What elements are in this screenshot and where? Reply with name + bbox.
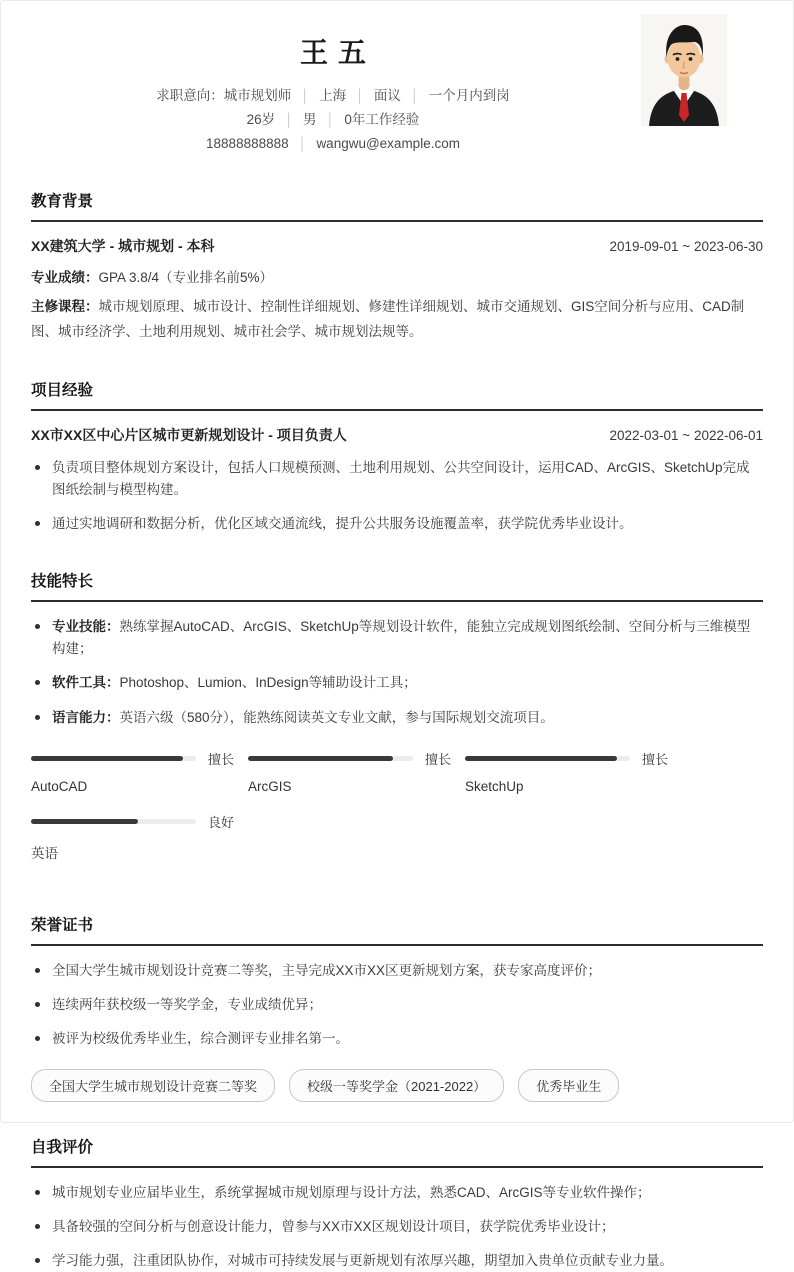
honor-tag: 校级一等奖学金（2021-2022） <box>289 1069 504 1102</box>
skill-bar-track <box>248 756 413 761</box>
courses-line <box>31 295 763 345</box>
contact-line <box>31 132 635 156</box>
skill-name: 英语 <box>31 845 58 861</box>
job-intent-line <box>31 84 635 108</box>
courses-value: 城市规划原理、城市设计、控制性详细规划、修建性详细规划、城市交通规划、GIS空间分析与应用、CAD制图、城市经济学、土地利用规划、城市社会学、城市规划法规等。 <box>31 298 745 339</box>
intent-city: 上海 <box>319 88 347 103</box>
list-item <box>31 672 763 694</box>
skill-bar-track <box>31 756 196 761</box>
separator: │ <box>285 113 293 127</box>
bullet-dot <box>35 1224 40 1229</box>
intent-position: 城市规划师 <box>223 88 292 103</box>
bullet-dot <box>35 1190 40 1195</box>
basic-info-line <box>31 108 635 132</box>
list-item <box>31 707 763 729</box>
list-item <box>31 1250 763 1272</box>
info-gender: 男 <box>303 112 317 127</box>
education-entry-head <box>31 236 763 256</box>
email-address: wangwu@example.com <box>316 136 460 151</box>
skill-level-label: 擅长 <box>208 751 235 767</box>
list-item <box>31 513 763 535</box>
list-item <box>31 994 763 1016</box>
skill-bar-fill <box>31 819 138 824</box>
section-title-education: 教育背景 <box>31 189 763 222</box>
skill-bar-fill <box>248 756 393 761</box>
gpa-label: 专业成绩： <box>31 270 99 285</box>
honor-bullet: 连续两年获校级一等奖学金，专业成绩优异； <box>52 997 322 1013</box>
skill-bar-english <box>31 812 248 862</box>
bullet-dot <box>35 715 40 720</box>
intent-availability: 一个月内到岗 <box>428 88 510 103</box>
section-honors <box>31 913 763 1102</box>
skill-name: AutoCAD <box>31 778 88 794</box>
skill-bar-fill <box>31 756 183 761</box>
project-bullet: 负责项目整体规划方案设计，包括人口规模预测、土地利用规划、公共空间设计，运用CAD、ArcGIS、SketchUp完成图纸绘制与模型构建。 <box>52 459 750 498</box>
self-eval-bullet: 学习能力强，注重团队协作，对城市可持续发展与更新规划有浓厚兴趣，期望加入贵单位贡献专业力量。 <box>52 1253 673 1269</box>
separator: │ <box>298 137 307 151</box>
list-item <box>31 1028 763 1050</box>
self-eval-bullet-list <box>31 1182 763 1272</box>
project-entry-head <box>31 425 763 445</box>
project-bullet-list <box>31 457 763 536</box>
separator: │ <box>301 89 310 103</box>
profile-photo <box>641 14 727 126</box>
bullet-dot <box>35 521 40 526</box>
intent-salary: 面议 <box>373 88 401 103</box>
section-title-honors: 荣誉证书 <box>31 913 763 946</box>
honors-bullet-list <box>31 960 763 1051</box>
resume-header <box>31 27 635 156</box>
self-eval-bullet: 城市规划专业应届毕业生，系统掌握城市规划原理与设计方法，熟悉CAD、ArcGIS等专业软件操作； <box>52 1184 651 1200</box>
skill-name: SketchUp <box>465 778 524 794</box>
self-eval-bullet: 具备较强的空间分析与创意设计能力，曾参与XX市XX区规划设计项目，获学院优秀毕业设计； <box>52 1218 615 1234</box>
section-title-skills: 技能特长 <box>31 569 763 602</box>
honor-tag: 全国大学生城市规划设计竞赛二等奖 <box>31 1069 275 1102</box>
skill-bar-fill <box>465 756 617 761</box>
info-age: 26岁 <box>246 112 276 127</box>
intent-label: 求职意向： <box>156 88 224 103</box>
section-self-evaluation <box>31 1135 763 1272</box>
separator: │ <box>326 113 335 127</box>
skill-level-label: 擅长 <box>425 751 452 767</box>
skill-bar-arcgis <box>248 749 465 794</box>
skill-bullet: 软件工具：Photoshop、Lumion、InDesign等辅助设计工具； <box>52 675 417 691</box>
gpa-value: GPA 3.8/4（专业排名前5%） <box>98 270 274 285</box>
skill-bar-track <box>465 756 630 761</box>
bullet-dot <box>35 465 40 470</box>
phone-number: 18888888888 <box>206 136 289 151</box>
avatar-illustration <box>641 14 727 126</box>
gpa-line <box>31 266 763 291</box>
list-item <box>31 457 763 502</box>
honor-bullet: 全国大学生城市规划设计竞赛二等奖，主导完成XX市XX区更新规划方案，获专家高度评价； <box>52 962 602 978</box>
skill-bar-sketchup <box>465 749 682 794</box>
list-item <box>31 1182 763 1204</box>
section-skills <box>31 569 763 880</box>
bullet-dot <box>35 680 40 685</box>
section-education <box>31 189 763 345</box>
bullet-dot <box>35 968 40 973</box>
info-experience: 0年工作经验 <box>344 112 420 127</box>
skill-bar-track <box>31 819 196 824</box>
honor-tags <box>31 1069 763 1102</box>
bullet-dot <box>35 1002 40 1007</box>
list-item <box>31 616 763 661</box>
skill-bullet: 专业技能：熟练掌握AutoCAD、ArcGIS、SketchUp等规划设计软件，能独立完成规划图纸绘制、空间分析与三维模型构建； <box>52 618 751 656</box>
bullet-dot <box>35 1036 40 1041</box>
section-title-self-evaluation: 自我评价 <box>31 1135 763 1168</box>
skill-bars-grid <box>31 749 763 880</box>
skill-name: ArcGIS <box>248 778 292 794</box>
school-degree: XX建筑大学 - 城市规划 - 本科 <box>31 238 215 254</box>
project-date-range: 2022-03-01 ~ 2022-06-01 <box>609 427 763 443</box>
bullet-dot <box>35 624 40 629</box>
honor-tag: 优秀毕业生 <box>518 1069 619 1102</box>
skill-level-label: 擅长 <box>642 751 669 767</box>
list-item <box>31 960 763 982</box>
list-item <box>31 1216 763 1238</box>
project-title-role: XX市XX区中心片区城市更新规划设计 - 项目负责人 <box>31 426 347 443</box>
education-date-range: 2019-09-01 ~ 2023-06-30 <box>609 239 763 254</box>
skills-bullet-list <box>31 616 763 729</box>
section-title-project: 项目经验 <box>31 378 763 411</box>
skill-level-label: 良好 <box>208 814 235 830</box>
bullet-dot <box>35 1258 40 1263</box>
courses-label: 主修课程： <box>31 298 99 314</box>
skill-bar-autocad <box>31 749 248 794</box>
separator: │ <box>410 89 419 103</box>
section-project <box>31 378 763 536</box>
honor-bullet: 被评为校级优秀毕业生，综合测评专业排名第一。 <box>52 1031 349 1047</box>
project-bullet: 通过实地调研和数据分析，优化区域交通流线，提升公共服务设施覆盖率，获学院优秀毕业设计。 <box>52 516 633 532</box>
skill-bullet: 语言能力：英语六级（580分），能熟练阅读英文专业文献，参与国际规划交流项目。 <box>52 709 554 725</box>
candidate-name: 王五 <box>299 37 376 68</box>
separator: │ <box>356 89 364 103</box>
